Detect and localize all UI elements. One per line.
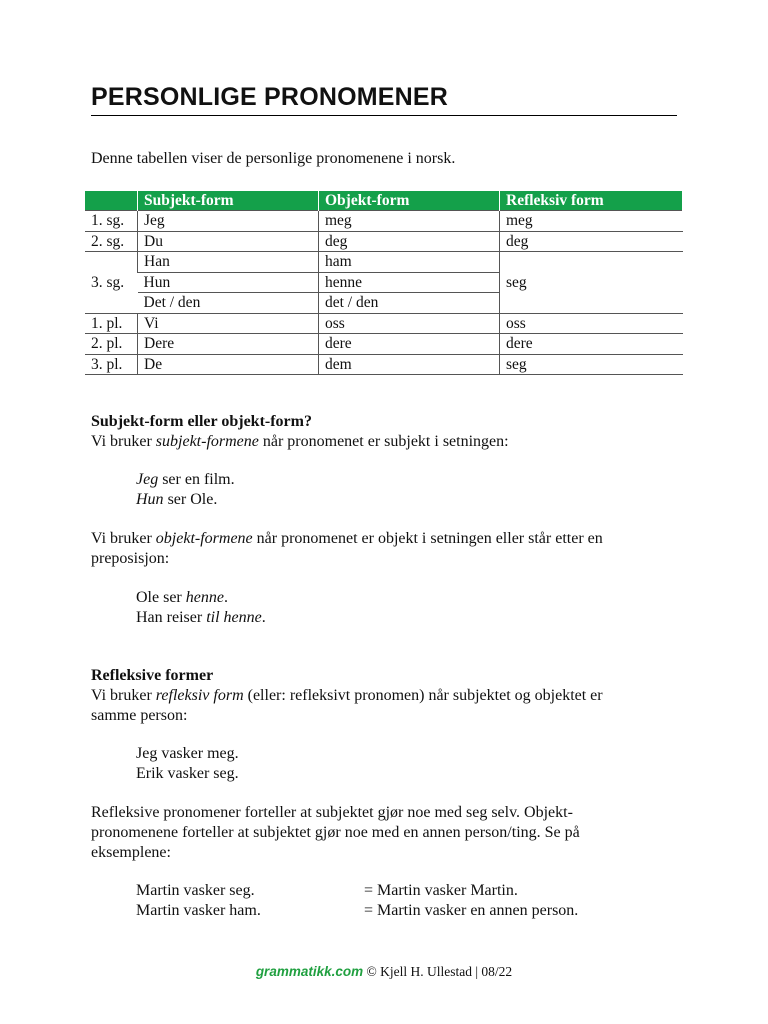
text: Vi bruker [91, 687, 156, 704]
emphasis: objekt-formene [155, 530, 253, 547]
text-line [91, 686, 603, 706]
cell-person: 1. sg. [85, 211, 138, 232]
comparison-left: Martin vasker ham. [136, 902, 261, 919]
cell-reflexive: seg [500, 354, 683, 375]
table-row [85, 211, 683, 232]
header-person [85, 191, 138, 211]
intro-text: Denne tabellen viser de personlige pronomenene i norsk. [91, 150, 456, 167]
section-reflexive [91, 666, 603, 726]
cell-reflexive: seg [500, 252, 683, 314]
text: når pronomenet er subjekt i setningen: [258, 433, 509, 450]
footer-credit: © Kjell H. Ullestad | 08/22 [363, 964, 513, 979]
header-reflexive: Refleksiv form [500, 191, 683, 211]
footer [0, 964, 768, 980]
brand-link[interactable]: grammatikk.com [255, 964, 364, 979]
cell-subject: Han [138, 252, 319, 273]
cell-person: 2. pl. [85, 334, 138, 355]
header-object: Objekt-form [319, 191, 500, 211]
text: (eller: refleksivt pronomen) når subjektet og objektet er [243, 687, 603, 704]
text-line: pronomenene forteller at subjektet gjør noe med en annen person/ting. Se på [91, 824, 580, 841]
text-line: preposisjon: [91, 550, 170, 567]
page-title: PERSONLIGE PRONOMENER [91, 82, 677, 116]
emphasis: subjekt-formene [155, 433, 259, 450]
cell-reflexive: dere [500, 334, 683, 355]
cell-object: dere [319, 334, 500, 355]
table-row [85, 354, 683, 375]
cell-subject: Det / den [138, 293, 319, 314]
section-heading: Refleksive former [91, 667, 214, 684]
table-row [85, 252, 683, 273]
cell-object: det / den [319, 293, 500, 314]
cell-object: meg [319, 211, 500, 232]
text: Han reiser [136, 609, 207, 626]
text-line: Refleksive pronomener forteller at subjektet gjør noe med seg selv. Objekt- [91, 804, 573, 821]
comparison-left: Martin vasker seg. [136, 882, 255, 899]
text-line [91, 529, 603, 549]
text: Vi bruker [91, 433, 156, 450]
cell-person: 1. pl. [85, 313, 138, 334]
text: ser Ole. [163, 491, 218, 508]
table-header-row [85, 191, 683, 211]
cell-subject: Jeg [138, 211, 319, 232]
paragraph [91, 529, 603, 569]
text-line: eksemplene: [91, 844, 171, 861]
cell-subject: Du [138, 231, 319, 252]
header-subject: Subjekt-form [138, 191, 319, 211]
cell-object: henne [319, 272, 500, 293]
section-subject-object [91, 412, 509, 452]
cell-reflexive: oss [500, 313, 683, 334]
paragraph [91, 803, 580, 863]
table-row [85, 313, 683, 334]
cell-subject: Dere [138, 334, 319, 355]
text: . [261, 609, 266, 626]
cell-object: dem [319, 354, 500, 375]
section-heading: Subjekt-form eller objekt-form? [91, 413, 312, 430]
example [136, 608, 266, 628]
text: Ole ser [136, 589, 186, 606]
table-row [85, 334, 683, 355]
paragraph [91, 432, 509, 452]
cell-reflexive: deg [500, 231, 683, 252]
cell-person: 2. sg. [85, 231, 138, 252]
comparison-right: = Martin vasker Martin. [364, 882, 518, 899]
text: ser en film. [158, 471, 235, 488]
text: . [223, 589, 228, 606]
emphasis: Hun [136, 491, 164, 508]
emphasis: til henne [206, 609, 262, 626]
pronoun-table [85, 191, 683, 375]
cell-subject: De [138, 354, 319, 375]
text: når pronomenet er objekt i setningen eller står etter en [252, 530, 603, 547]
cell-object: deg [319, 231, 500, 252]
emphasis: henne [185, 589, 224, 606]
cell-subject: Hun [138, 272, 319, 293]
example [136, 588, 228, 608]
example [136, 490, 217, 510]
cell-reflexive: meg [500, 211, 683, 232]
example [136, 470, 235, 490]
cell-object: oss [319, 313, 500, 334]
cell-object: ham [319, 252, 500, 273]
emphasis: refleksiv form [155, 687, 244, 704]
cell-subject: Vi [138, 313, 319, 334]
text-line: samme person: [91, 707, 188, 724]
comparison-right: = Martin vasker en annen person. [364, 902, 579, 919]
text: Vi bruker [91, 530, 156, 547]
emphasis: Jeg [136, 471, 159, 488]
example: Erik vasker seg. [136, 765, 239, 782]
table-row [85, 231, 683, 252]
cell-person: 3. pl. [85, 354, 138, 375]
example: Jeg vasker meg. [136, 745, 239, 762]
cell-person: 3. sg. [85, 252, 138, 314]
